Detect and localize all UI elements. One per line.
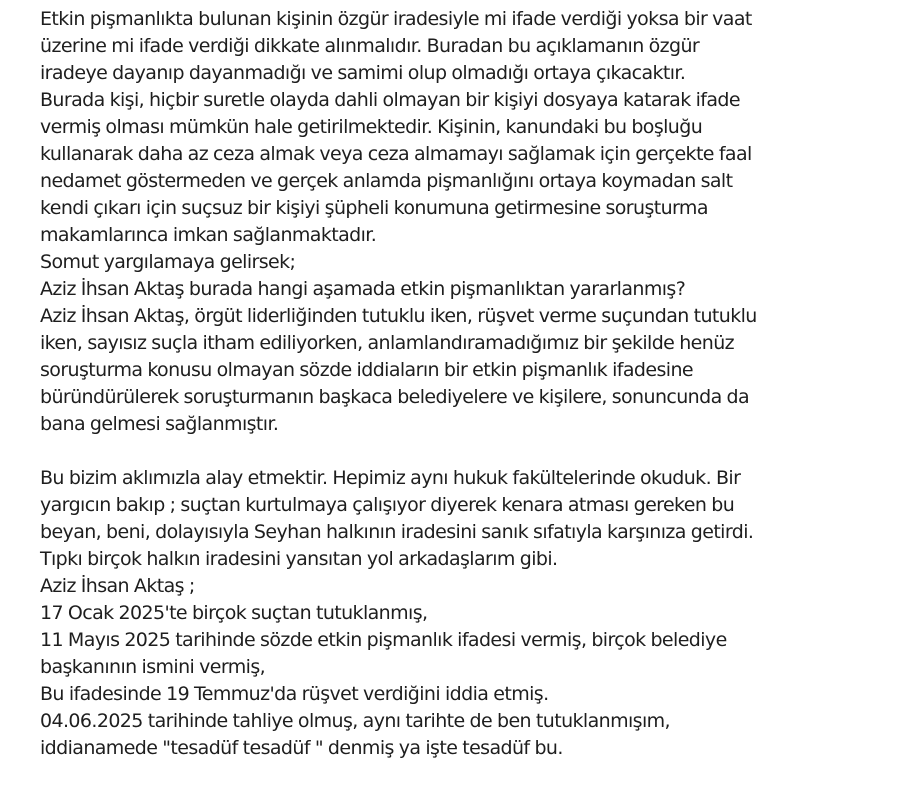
text-line: kendi çıkarı için suçsuz bir kişiyi şüpheli konumuna getirmesine soruşturma (40, 197, 708, 219)
text-line: nedamet göstermeden ve gerçek anlamda pişmanlığını ortaya koymadan salt (40, 170, 733, 192)
text-line: iradeye dayanıp dayanmadığı ve samimi olup olmadığı ortaya çıkacaktır. (40, 62, 686, 84)
timeline-item: iddianamede "tesadüf tesadüf " denmiş ya işte tesadüf bu. (40, 737, 563, 759)
text-line: yargıcın bakıp ; suçtan kurtulmaya çalışıyor diyerek kenara atması gereken bu (40, 494, 735, 516)
text-line: vermiş olması mümkün hale getirilmektedir. Kişinin, kanundaki bu boşluğu (40, 116, 703, 138)
timeline-item: 04.06.2025 tarihinde tahliye olmuş, aynı tarihte de ben tutuklanmışım, (40, 710, 670, 732)
text-line: Aziz İhsan Aktaş burada hangi aşamada etkin pişmanlıktan yararlanmış? (40, 278, 686, 300)
document-body (40, 6, 890, 762)
text-line: Bu bizim aklımızla alay etmektir. Hepimiz aynı hukuk fakültelerinde okuduk. Bir (40, 467, 741, 489)
text-line: Aziz İhsan Aktaş, örgüt liderliğinden tutuklu iken, rüşvet verme suçundan tutuklu (40, 305, 757, 327)
text-line: bana gelmesi sağlanmıştır. (40, 413, 279, 435)
timeline-item: 11 Mayıs 2025 tarihinde sözde etkin pişmanlık ifadesi vermiş, birçok belediye (40, 629, 727, 651)
section-heading: Somut yargılamaya gelirsek; (40, 251, 296, 273)
text-line: üzerine mi ifade verdiği dikkate alınmalıdır. Buradan bu açıklamanın özgür (40, 35, 700, 57)
timeline-item: 17 Ocak 2025'te birçok suçtan tutuklanmış, (40, 602, 428, 624)
text-line: Burada kişi, hiçbir suretle olayda dahli olmayan bir kişiyi dosyaya katarak ifade (40, 89, 740, 111)
timeline-item: Bu ifadesinde 19 Temmuz'da rüşvet verdiğini iddia etmiş. (40, 683, 549, 705)
paragraph-break (40, 438, 890, 465)
text-line: beyan, beni, dolayısıyla Seyhan halkının iradesini sanık sıfatıyla karşınıza getirdi. (40, 521, 754, 543)
text-line: iken, sayısız suçla itham ediliyorken, anlamlandıramadığımız bir şekilde henüz (40, 332, 735, 354)
text-line: soruşturma konusu olmayan sözde iddiaların bir etkin pişmanlık ifadesine (40, 359, 693, 381)
text-line: Etkin pişmanlıkta bulunan kişinin özgür iradesiyle mi ifade verdiği yoksa bir vaat (40, 8, 752, 30)
text-line: büründürülerek soruşturmanın başkaca belediyelere ve kişilere, sonuncunda da (40, 386, 750, 408)
text-line: makamlarınca imkan sağlanmaktadır. (40, 224, 377, 246)
text-line: Tıpkı birçok halkın iradesini yansıtan yol arkadaşlarım gibi. (40, 548, 558, 570)
timeline-item: başkanının ismini vermiş, (40, 656, 266, 678)
section-heading: Aziz İhsan Aktaş ; (40, 575, 195, 597)
text-line: kullanarak daha az ceza almak veya ceza almamayı sağlamak için gerçekte faal (40, 143, 752, 165)
